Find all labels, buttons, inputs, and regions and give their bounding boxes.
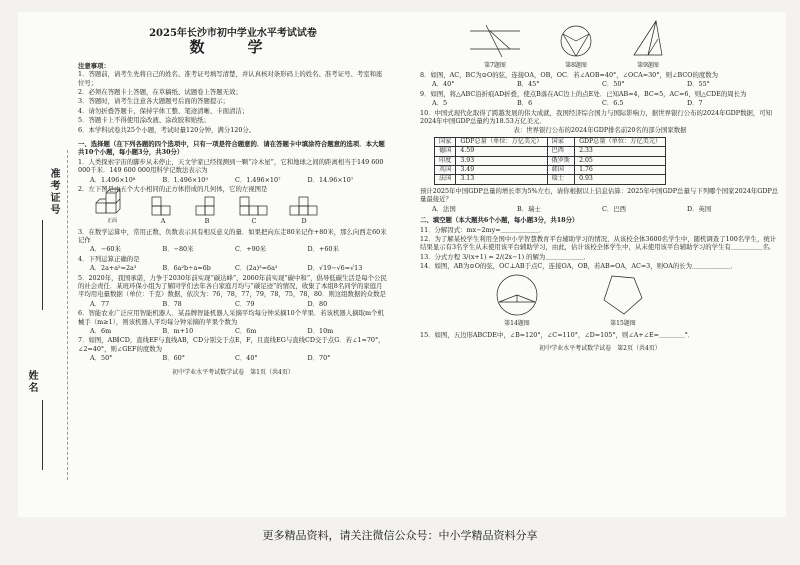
question-2: 2．左下图是由五个大小相同的正方体搭成的几何体，它的左视图是 (78, 185, 268, 194)
note-item: 4．请勿折叠答题卡，保持字体工整、笔迹清晰、卡面清洁； (78, 106, 249, 115)
page-2 (420, 26, 780, 353)
option: A．1.496×10⁸ (90, 175, 136, 184)
q6-options: A．6m B．m+10 C．6m D．10m (90, 326, 334, 335)
note-item: 6．本学科试卷共25个小题，考试时量120分钟，满分120分。 (78, 125, 256, 134)
note-item: 1．答题前，请考生先将自己的姓名、准考证号填写清楚，并认真核对条形码上的姓名、准考证号、考室和座位号； (78, 70, 383, 87)
q1-options (78, 176, 388, 184)
option: D．14.96×10⁷ (307, 175, 354, 184)
cube-solid-figure (92, 187, 132, 225)
question-7: 7．如图，AB∥CD，直线EF与直线AB，CD分别交于点E，F，且直线EG与直线CD交于点G．若∠1=70°，∠2=40°，则∠GEF的度数为 (78, 336, 385, 353)
table-row: 德国 4.59 巴西 2.33 (435, 147, 666, 156)
table-row: 印度 3.93 俄罗斯 2.05 (435, 156, 666, 165)
binding-margin (24, 150, 68, 480)
question-1: 1．人类探索宇宙的脚步从未停止，天文学家已经探测到一颗“冷木星”，它和地球之间的距离相当于149 600 000千米．149 600 000用科学记数法表示为 (78, 157, 384, 175)
page-1-footer: 初中学业水平考试数学试卷 第1页（共4页） (172, 368, 294, 376)
question-3: 3．在数学运算中，常用正数、负数表示具有相反意义的量．如果把向东走80米记作+80米，那么向西走60米记作 (78, 227, 387, 244)
q8-options: A．40° B．45° C．50° D．55° (432, 80, 710, 89)
figure-7: 第7题图 (468, 23, 522, 70)
note-item: 3．答题时，请考生注意各大题题号后面的答题提示； (78, 97, 230, 106)
exam-subject: 数 学 (189, 38, 277, 57)
question-15: 15．如图，五边形ABCDE中，∠B=120°，∠C=110°，∠D=105°，则∠A+∠E=＿＿＿＿°． (420, 330, 695, 339)
question-13: 13．分式方程 3/(x+1) = 2/(2x−1) 的解为＿＿＿＿＿＿． (420, 252, 590, 261)
option-c-view: C (238, 195, 270, 225)
question-4: 4．下列运算正确的是 (78, 254, 140, 263)
name-line (42, 400, 43, 470)
table-header-row: 国家 GDP总量（单位：万亿美元） 国家 GDP总量（单位：万亿美元） (435, 137, 666, 146)
front-label: 正面 (106, 218, 117, 225)
id-label: 准考证号 (48, 168, 59, 216)
bottom-banner: 更多精品资料，请关注微信公众号：中小学精品资料分享 (262, 529, 538, 542)
table-row: 法国 3.13 瑞士 0.93 (435, 175, 666, 184)
figures-14-15 (494, 273, 780, 329)
figure-9: 第9题图 (630, 19, 666, 70)
note-item: 2．必须在答题卡上答题，在草稿纸、试题卷上答题无效； (78, 88, 242, 97)
q10-after: 预计2025年中国GDP总量的增长率为5%左右，请你根据以上信息估算：2025年中国GDP总量与下列哪个国家2024年GDP总量最接近？ (420, 186, 779, 204)
figure-15: 第15题图 (600, 272, 646, 329)
exam-title: 2025年长沙市初中学业水平考试试卷 (149, 28, 317, 39)
name-label: 姓名 (26, 370, 37, 394)
id-line (42, 220, 43, 310)
figure-8: 第8题图 (556, 23, 596, 70)
option: C．1.496×10⁷ (235, 175, 281, 184)
gdp-table (434, 137, 666, 185)
question-9: 9．如图，将△ABC沿折痕AD折叠，使点B落在AC边上的点E处．已知AB=4，BC=5，AC=6，则△CDE的周长为 (420, 89, 747, 98)
section2-heading: 二、填空题（本大题共6个小题，每小题3分，共18分） (420, 216, 579, 225)
notes-heading: 注意事项： (78, 61, 110, 70)
page-2-footer: 初中学业水平考试数学试卷 第2页（共4页） (539, 344, 661, 352)
q7-options: A．50° B．60° C．40° D．70° (90, 354, 331, 363)
question-8: 8．如图，AC，BC为⊙O的弦，连接OA，OB，OC．若∠AOB=40°，∠OCA=30°，则∠BCO的度数为 (420, 71, 719, 79)
figure-14: 第14题图 (494, 272, 540, 329)
section1-heading: 一、选择题（在下列各题的四个选项中，只有一项是符合题意的．请在答题卡中填涂符合题意的选项．本大题共10个小题，每小题3分，共30分） (78, 140, 385, 157)
question-12: 12．为了解某校学生利用全国中小学智慧教育平台辅助学习的情况，从该校全体3600名学生中，随机调查了100名学生，统计结果显示有3名学生从未使用该平台辅助学习，由此，估计该校全体学生中，从未使用该平台辅助学习的学生有＿＿＿＿＿名． (420, 234, 777, 252)
binding-dash-line (67, 150, 68, 480)
question-5: 5．2020年，我国承诺，力争于2030年前实现“碳达峰”，2060年前实现“碳中和”，倡导低碳生活是每个公民的社会责任．某班环保小组为了解同学们去年各自家庭月均与“碳足迹”的情况，收集了本组8名同学的家庭月平均用电量数据（单位：千克）数据，依次为：76，78，77，79，78，75，78，80．则这组数据的众数是 (78, 273, 387, 299)
question-10: 10．中国式现代化取得了跨越发展的伟大成就，我国经济综合国力与国际影响力，据世界银行公布的2024年GDP数据，可知2024年中国GDP总量约为18.53万亿美元． (420, 108, 773, 126)
q2-figures (92, 196, 388, 226)
page-1 (78, 28, 388, 377)
table-row: 英国 3.49 韩国 1.76 (435, 166, 666, 175)
q3-options: A．−60米 B．−80米 C．+90米 D．+60米 (90, 245, 339, 254)
question-11: 11．分解因式：mx−2my=＿＿＿＿＿＿． (420, 225, 546, 234)
q4-options: A．2a+a²=2a³ B．6a²b÷a=6b C．(2a)³=6a³ D．√19−√6=√13 (90, 264, 363, 273)
option-b-view: B (194, 195, 220, 225)
note-item: 5．答题卡上不得使用涂改液、涂改胶和贴纸； (78, 116, 210, 125)
question-6: 6．智能农业广泛应用智能机器人．某品牌智能机器人采摘平均每分钟采摘10个苹果．若该机器人摘取m个机械手（m≥1），则该机器人平均每分钟采摘的苹果个数为 (78, 309, 384, 326)
option: B．1.496×10⁹ (162, 175, 208, 184)
q10-options: A．法国 B．瑞士 C．巴西 D．英国 (432, 204, 712, 213)
q9-options: A．5 B．6 C．6.5 D．7 (432, 99, 703, 108)
option-d-view: D (288, 195, 320, 225)
table-caption: 表：世界银行公布的2024年GDP排名前20名的部分国家数据 (513, 126, 687, 135)
option-a-view: A (150, 195, 176, 225)
figures-7-9 (468, 26, 780, 70)
q5-options: A．77 B．78 C．79 D．80 (90, 299, 328, 308)
question-14: 14．如图，AB为⊙O的弦，OC⊥AB于点C，连接OA，OB，若AB=OA，AC=3，则OA的长为＿＿＿＿＿＿． (420, 262, 737, 271)
